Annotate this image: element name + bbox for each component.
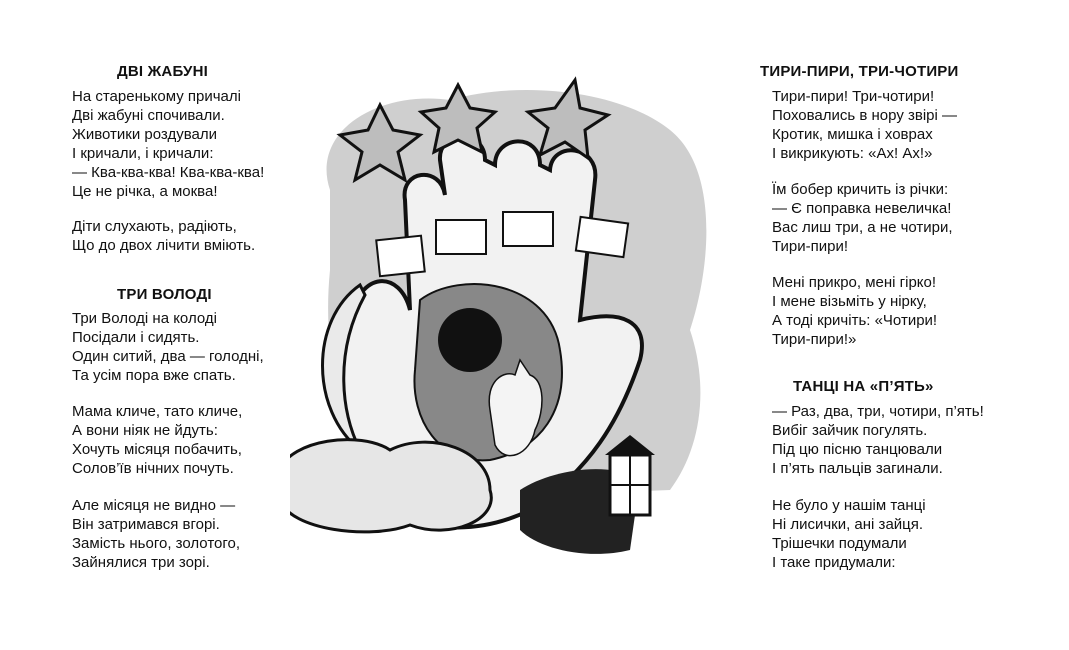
stanza [772, 180, 953, 256]
verse-line: Один ситий, два — голодні, [72, 348, 264, 365]
verse-line: Та усім пора вже спать. [72, 367, 236, 384]
verse-line: Хочуть місяця побачить, [72, 441, 242, 458]
verse-line: Животики роздували [72, 126, 217, 143]
verse-line: Не було у нашім танці [772, 497, 926, 514]
palm-shadow [414, 284, 561, 460]
verse-line: Поховались в нору звірі — [772, 107, 958, 124]
finger-cuff [436, 220, 486, 254]
poem-title: ДВІ ЖАБУНІ [117, 63, 208, 80]
verse-line: Що до двох лічити вміють. [72, 237, 256, 254]
verse-line: Вас лиш три, а не чотири, [772, 219, 953, 236]
verse-line: І кричали, і кричали: [72, 145, 214, 162]
stanza [772, 87, 957, 163]
stanza [772, 273, 937, 349]
verse-line: Це не річка, а моква! [72, 183, 218, 200]
verse-line: Мені прикро, мені гірко! [772, 274, 937, 291]
verse-line: Замість нього, золотого, [72, 535, 241, 552]
stanza [72, 217, 255, 255]
verse-line: Ні лисички, ані зайця. [772, 516, 924, 533]
stanza [72, 309, 264, 385]
verse-line: — Раз, два, три, чотири, п’ять! [772, 403, 984, 420]
verse-line: Посідали і сидять. [72, 329, 200, 346]
verse-line: А тоді кричіть: «Чотири! [772, 312, 938, 329]
verse-line: Солов’їв нічних почуть. [72, 460, 234, 477]
verse-line: Він затримався вгорі. [72, 516, 220, 533]
verse-line: Під цю пісню танцювали [772, 441, 943, 458]
verse-line: Дві жабуні спочивали. [72, 107, 225, 124]
verse-line: Мама кличе, тато кличе, [72, 403, 243, 420]
verse-line: На старенькому причалі [72, 88, 241, 105]
finger-cuff [376, 236, 425, 277]
verse-line: — Ква-ква-ква! Ква-ква-ква! [72, 164, 265, 181]
verse-line: Діти слухають, радіють, [72, 218, 237, 235]
stanza [72, 402, 242, 478]
poem-title: ТИРИ-ПИРИ, ТРИ-ЧОТИРИ [760, 63, 959, 80]
moon-hole [438, 308, 502, 372]
verse-line: І мене візьміть у нірку, [772, 293, 927, 310]
finger-cuff [503, 212, 553, 246]
stanza [772, 496, 926, 572]
verse-line: І викрикують: «Ах! Ах!» [772, 145, 933, 162]
stanza [772, 402, 984, 478]
verse-line: І таке придумали: [772, 554, 896, 571]
verse-line: І п’ять пальців загинали. [772, 460, 943, 477]
verse-line: Кротик, мишка і ховрах [772, 126, 933, 143]
verse-line: Трішечки подумали [772, 535, 907, 552]
hand-illustration-svg [290, 70, 730, 590]
stanza [72, 496, 240, 572]
verse-line: Три Володі на колоді [72, 310, 217, 327]
cloud-sleeve [290, 440, 491, 532]
hand-illustration [290, 70, 730, 590]
verse-line: Вибіг зайчик погулять. [772, 422, 928, 439]
stanza [72, 87, 264, 201]
verse-line: — Є поправка невеличка! [772, 200, 952, 217]
poem-title: ТАНЦІ НА «П’ЯТЬ» [793, 378, 934, 395]
poem-title: ТРИ ВОЛОДІ [117, 286, 212, 303]
verse-line: Тири-пири! [772, 238, 848, 255]
verse-line: Зайнялися три зорі. [72, 554, 210, 571]
verse-line: А вони ніяк не йдуть: [72, 422, 218, 439]
verse-line: Тири-пири! Три-чотири! [772, 88, 935, 105]
verse-line: Але місяця не видно — [72, 497, 236, 514]
verse-line: Тири-пири!» [772, 331, 857, 348]
finger-cuff [576, 217, 628, 257]
verse-line: Їм бобер кричить із річки: [772, 181, 949, 198]
